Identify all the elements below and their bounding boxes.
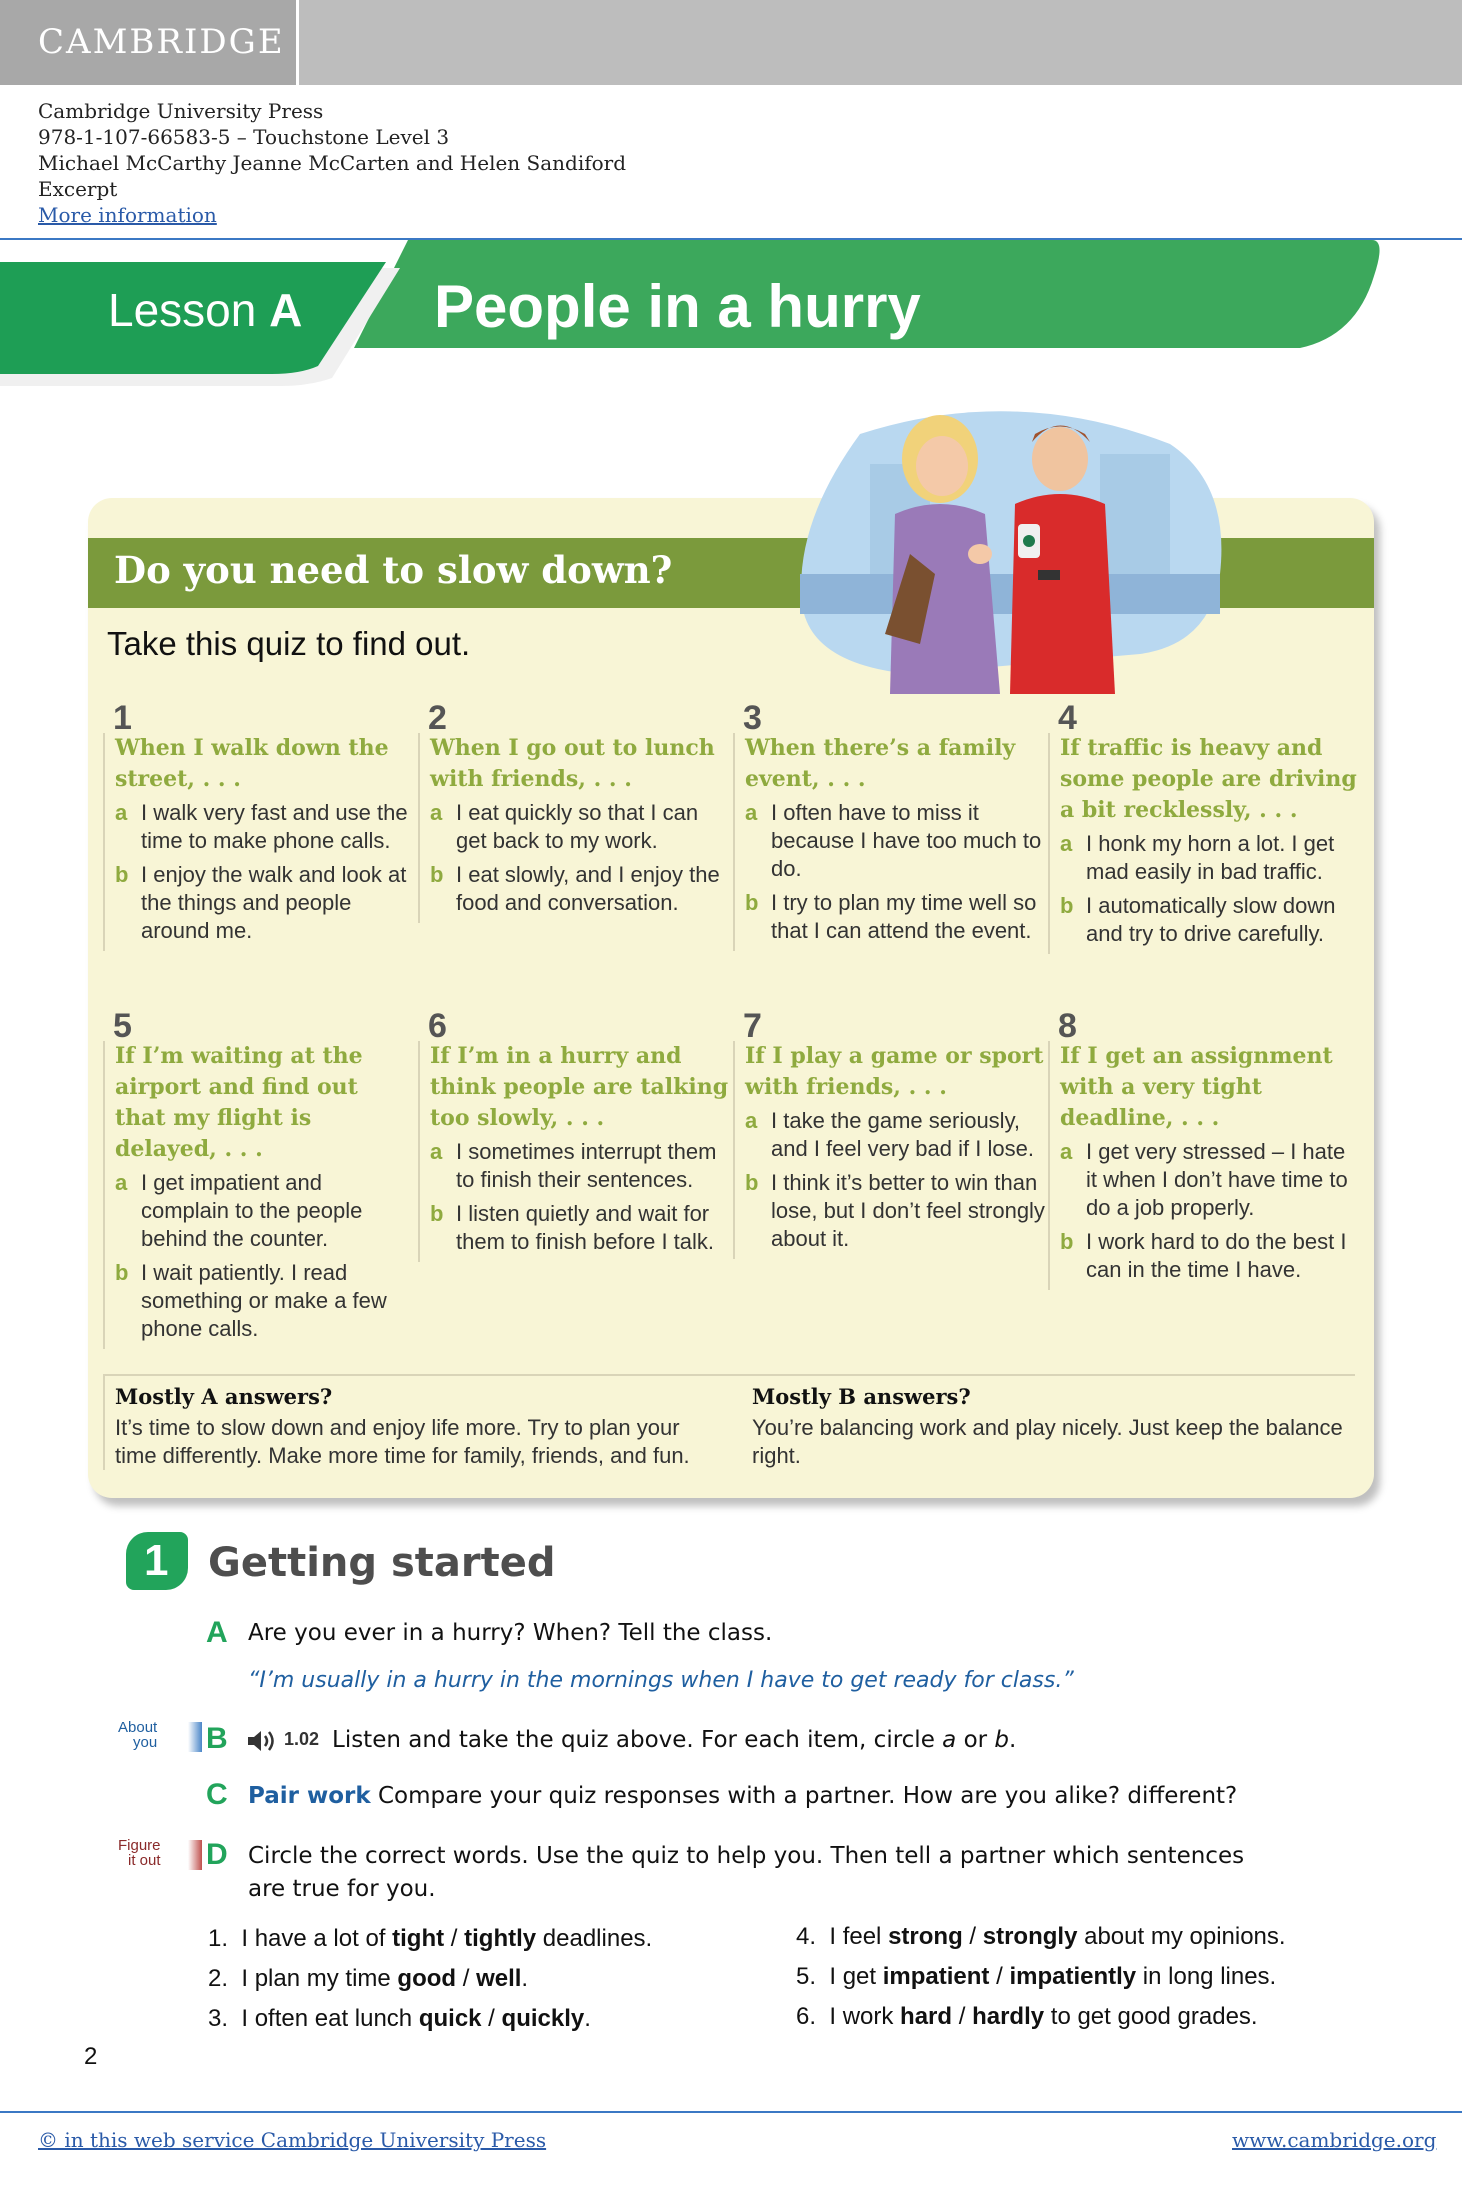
option-a[interactable]: a I get very stressed – I hate it when I don’t have time to do a job properly. xyxy=(1060,1139,1348,1220)
exercise-item-3: 3. I often eat lunch quick / quickly. xyxy=(208,2005,591,2032)
result-a-text: It’s time to slow down and enjoy life more. Try to plan your time differently. Make more time for family, friends, and fun. xyxy=(115,1415,690,1468)
quiz-question-1 xyxy=(103,699,415,951)
authors: Michael McCarthy Jeanne McCarten and Helen Sandiford xyxy=(38,151,627,175)
exercise-item-4: 4. I feel strong / strongly about my opinions. xyxy=(796,1923,1286,1950)
quiz-question-2 xyxy=(418,699,730,923)
option-b[interactable]: b I try to plan my time well so that I can attend the event. xyxy=(745,890,1037,943)
question-prompt: If traffic is heavy and some people are driving a bit recklessly, . . . xyxy=(1060,735,1357,823)
task-a-example-quote: “I’m usually in a hurry in the mornings when I have to get ready for class.” xyxy=(248,1668,1074,1693)
task-d-text-line1: Circle the correct words. Use the quiz to help you. Then tell a partner which sentences xyxy=(248,1843,1245,1869)
brand-logo: CAMBRIDGE xyxy=(38,22,285,62)
excerpt-label: Excerpt xyxy=(38,177,118,201)
question-number: 2 xyxy=(428,699,447,737)
question-prompt: If I’m waiting at the airport and find out that my flight is delayed, . . . xyxy=(115,1043,363,1162)
section-number-badge: 1 xyxy=(126,1532,188,1590)
task-b-text: Listen and take the quiz above. For each item, circle a or b. xyxy=(332,1727,1017,1753)
option-a[interactable]: a I often have to miss it because I have too much to do. xyxy=(745,800,1042,881)
question-prompt: When there’s a family event, . . . xyxy=(745,735,1016,792)
isbn-title: 978-1-107-66583-5 – Touchstone Level 3 xyxy=(38,125,450,149)
exercise-item-1: 1. I have a lot of tight / tightly deadlines. xyxy=(208,1925,653,1952)
copyright-link[interactable]: © in this web service Cambridge University Press xyxy=(38,2128,547,2152)
question-number: 7 xyxy=(743,1007,762,1045)
task-b-letter: B xyxy=(206,1722,228,1755)
question-prompt: When I walk down the street, . . . xyxy=(115,735,389,792)
quiz-title: Do you need to slow down? xyxy=(114,548,673,592)
task-c-letter: C xyxy=(206,1778,228,1811)
option-b[interactable]: b I work hard to do the best I can in the time I have. xyxy=(1060,1229,1347,1282)
question-prompt: If I get an assignment with a very tight deadline, . . . xyxy=(1060,1043,1333,1131)
option-a[interactable]: a I eat quickly so that I can get back to my work. xyxy=(430,800,699,853)
about-you-tag-bar xyxy=(188,1722,202,1752)
lesson-title: People in a hurry xyxy=(434,273,921,340)
results-border xyxy=(103,1374,105,1470)
quiz-question-5 xyxy=(103,1007,415,1349)
word-choice[interactable]: impatient xyxy=(882,1963,990,1990)
lesson-label: Lesson A xyxy=(108,284,303,336)
option-a[interactable]: a I get impatient and complain to the people behind the counter. xyxy=(115,1170,363,1251)
word-choice[interactable]: hardly xyxy=(972,2003,1045,2030)
word-choice[interactable]: quick xyxy=(418,2005,482,2032)
exercise-item-6: 6. I work hard / hardly to get good grades. xyxy=(796,2003,1258,2030)
question-prompt: If I’m in a hurry and think people are talking too slowly, . . . xyxy=(430,1043,729,1131)
word-choice[interactable]: tightly xyxy=(464,1925,537,1952)
question-number: 5 xyxy=(113,1007,132,1045)
figure-it-out-tag-bar xyxy=(188,1840,202,1870)
quiz-question-7 xyxy=(733,1007,1045,1259)
option-b[interactable]: b I eat slowly, and I enjoy the food and conversation. xyxy=(430,862,720,915)
page-number: 2 xyxy=(84,2043,98,2070)
option-b[interactable]: b I automatically slow down and try to drive carefully. xyxy=(1060,893,1336,946)
word-choice[interactable]: quickly xyxy=(501,2005,585,2032)
quiz-question-4 xyxy=(1048,699,1360,954)
figure-it-out-tag: Figure it out xyxy=(118,1837,161,1869)
quiz-question-3 xyxy=(733,699,1045,951)
option-a[interactable]: a I honk my horn a lot. I get mad easily in bad traffic. xyxy=(1060,831,1335,884)
option-a[interactable]: a I take the game seriously, and I feel very bad if I lose. xyxy=(745,1108,1034,1161)
option-b[interactable]: b I enjoy the walk and look at the things and people around me. xyxy=(115,862,407,943)
people-illustration xyxy=(800,404,1230,694)
question-number: 8 xyxy=(1058,1007,1077,1045)
option-b[interactable]: b I wait patiently. I read something or make a few phone calls. xyxy=(115,1260,387,1341)
option-a[interactable]: a I sometimes interrupt them to finish their sentences. xyxy=(430,1139,717,1192)
question-number: 4 xyxy=(1058,699,1077,737)
result-b-heading: Mostly B answers? xyxy=(752,1384,971,1409)
word-choice[interactable]: strong xyxy=(888,1923,963,1950)
question-prompt: If I play a game or sport with friends, . . . xyxy=(745,1043,1044,1100)
more-information-link[interactable]: More information xyxy=(38,203,217,227)
result-b-text: You’re balancing work and play nicely. Just keep the balance right. xyxy=(752,1415,1343,1468)
word-choice[interactable]: strongly xyxy=(982,1923,1078,1950)
word-choice[interactable]: tight xyxy=(392,1925,445,1952)
task-a-letter: A xyxy=(206,1616,228,1649)
task-d-text-line2: are true for you. xyxy=(248,1876,436,1902)
results-divider xyxy=(103,1374,1355,1376)
quiz-subtitle: Take this quiz to find out. xyxy=(107,625,471,662)
question-number: 1 xyxy=(113,699,132,737)
audio-speaker-icon[interactable] xyxy=(246,1728,280,1754)
question-number: 6 xyxy=(428,1007,447,1045)
option-a[interactable]: a I walk very fast and use the time to make phone calls. xyxy=(115,800,408,853)
exercise-item-2: 2. I plan my time good / well. xyxy=(208,1965,529,1992)
exercise-item-5: 5. I get impatient / impatiently in long lines. xyxy=(796,1963,1277,1990)
question-prompt: When I go out to lunch with friends, . . . xyxy=(430,735,715,792)
word-choice[interactable]: well xyxy=(476,1965,522,1992)
result-a-heading: Mostly A answers? xyxy=(115,1384,333,1409)
option-b[interactable]: b I listen quietly and wait for them to finish before I talk. xyxy=(430,1201,715,1254)
word-choice[interactable]: impatiently xyxy=(1009,1963,1137,1990)
question-number: 3 xyxy=(743,699,762,737)
section-title: Getting started xyxy=(208,1540,556,1586)
task-c-text: Pair work Compare your quiz responses with a partner. How are you alike? different? xyxy=(248,1783,1238,1809)
task-d-letter: D xyxy=(206,1838,228,1871)
word-choice[interactable]: hard xyxy=(900,2003,953,2030)
cambridge-website-link[interactable]: www.cambridge.org xyxy=(1232,2128,1437,2152)
word-choice[interactable]: good xyxy=(397,1965,457,1992)
quiz-question-6 xyxy=(418,1007,730,1262)
footer-divider xyxy=(0,2111,1462,2113)
quiz-question-8 xyxy=(1048,1007,1360,1290)
option-b[interactable]: b I think it’s better to win than lose, but I don’t feel strongly about it. xyxy=(745,1170,1045,1251)
about-you-tag: About you xyxy=(118,1719,158,1751)
audio-track-number: 1.02 xyxy=(284,1729,320,1749)
task-a-text: Are you ever in a hurry? When? Tell the class. xyxy=(248,1620,773,1646)
publisher: Cambridge University Press xyxy=(38,99,324,123)
